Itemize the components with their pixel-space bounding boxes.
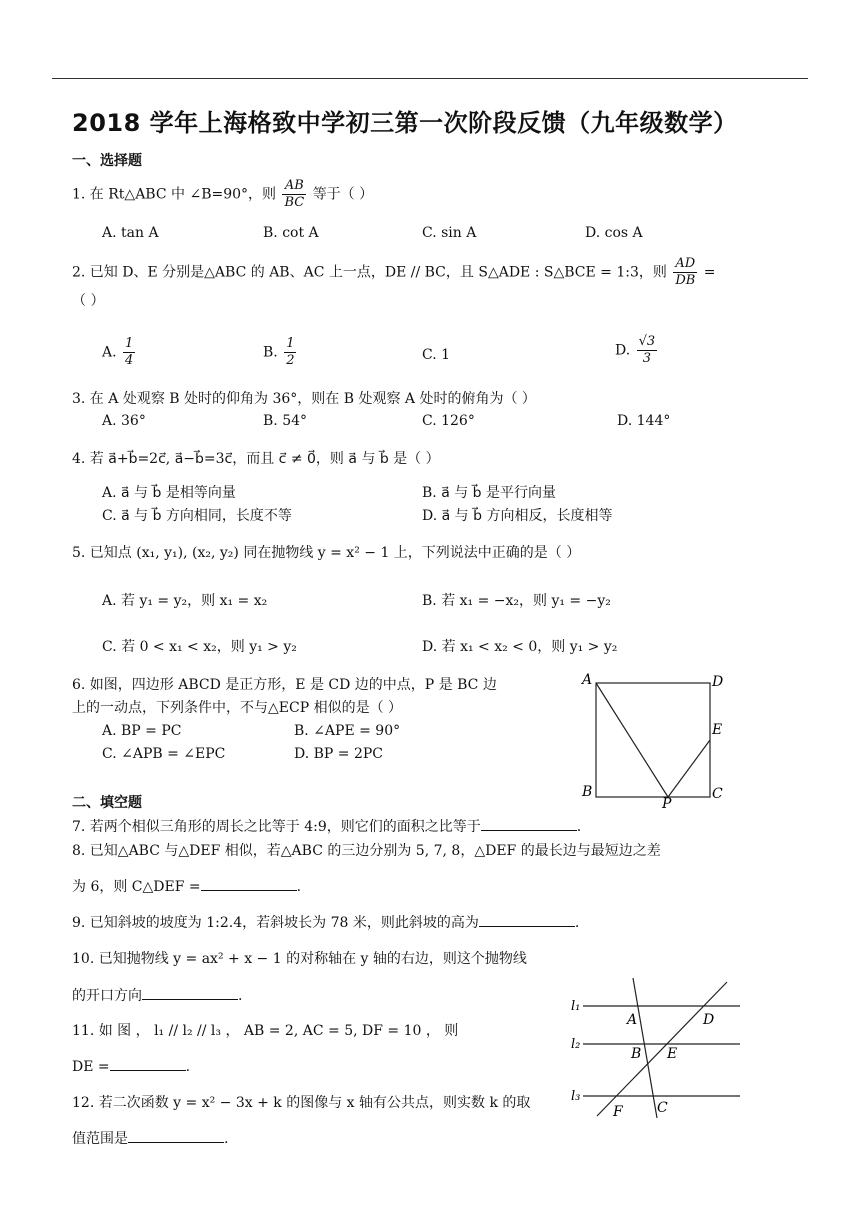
label-l3: l₃ — [571, 1089, 581, 1104]
q6-option-d: D. BP = 2PC — [294, 746, 384, 762]
q1-text: 1. 在 Rt△ABC 中 ∠B=90°，则 — [72, 186, 277, 203]
question-8-line1: 8. 已知△ABC 与△DEF 相似，若△ABC 的三边分别为 5, 7, 8，△DEF 的最长边与最短边之差 — [72, 843, 661, 859]
q2-option-a-den: 4 — [125, 353, 134, 368]
q4-option-d: D. a⃗ 与 b⃗ 方向相反，长度相等 — [422, 508, 613, 524]
square-outline — [596, 683, 710, 797]
q10-text: 的开口方向 — [72, 988, 142, 1004]
q2-option-a-num: 1 — [125, 336, 134, 351]
label-c: C — [657, 1100, 668, 1116]
q6-option-a: A. BP = PC — [102, 723, 182, 739]
q10-answer-blank[interactable] — [142, 985, 238, 1000]
question-5: 5. 已知点 (x₁, y₁), (x₂, y₂) 同在抛物线 y = x² − 1 上，下列说法中正确的是（ ） — [72, 545, 581, 561]
question-4: 4. 若 a⃗+b⃗=2c⃗, a⃗−b⃗=3c⃗，而且 c⃗ ≠ 0⃗，则 a⃗ 与 b⃗ 是（ ） — [72, 451, 440, 467]
q2-option-d — [615, 334, 659, 367]
q1-option-b: B. cot A — [263, 225, 319, 241]
q11-answer-blank[interactable] — [110, 1056, 186, 1071]
question-1 — [72, 178, 373, 211]
q1-option-c: C. sin A — [422, 225, 477, 241]
square-abcd-figure — [578, 668, 728, 808]
q7-end: . — [576, 819, 582, 835]
q11-text: DE = — [72, 1059, 110, 1075]
question-3: 3. 在 A 处观察 B 处时的仰角为 36°，则在 B 处观察 A 处时的俯角为（ ） — [72, 391, 536, 407]
q4-option-a: A. a⃗ 与 b⃗ 是相等向量 — [102, 485, 236, 501]
question-12-line2 — [72, 1128, 228, 1148]
question-8-line2 — [72, 876, 301, 896]
q2-paren: （ ） — [72, 293, 105, 309]
q2-option-d-label: D. — [615, 342, 631, 359]
q3-option-c: C. 126° — [422, 413, 475, 429]
q2-option-a-frac — [123, 336, 135, 369]
q1-frac-den: BC — [284, 195, 305, 210]
q9-text: 9. 已知斜坡的坡度为 1:2.4，若斜坡长为 78 米，则此斜坡的高为 — [72, 915, 479, 931]
q1-tail: 等于（ ） — [312, 186, 374, 203]
q2-option-b-den: 2 — [286, 353, 295, 368]
label-l1: l₁ — [571, 999, 581, 1014]
label-d: D — [712, 674, 724, 690]
q5-option-c: C. 若 0 < x₁ < x₂，则 y₁ > y₂ — [102, 639, 297, 655]
label-d: D — [703, 1012, 715, 1028]
question-12-line1: 12. 若二次函数 y = x² − 3x + k 的图像与 x 轴有公共点，则实数 k 的取 — [72, 1095, 531, 1111]
q6-option-c: C. ∠APB = ∠EPC — [102, 746, 226, 762]
q1-fraction — [282, 178, 306, 211]
segment-ap — [596, 683, 668, 797]
q7-answer-blank[interactable] — [481, 816, 577, 831]
q12-text: 值范围是 — [72, 1131, 128, 1147]
q12-end: . — [224, 1131, 229, 1147]
q3-option-a: A. 36° — [102, 413, 146, 429]
label-b: B — [631, 1046, 642, 1062]
q2-frac-num: AD — [673, 256, 697, 273]
label-c: C — [712, 786, 723, 802]
q12-answer-blank[interactable] — [128, 1128, 224, 1143]
q4-option-c: C. a⃗ 与 b⃗ 方向相同，长度不等 — [102, 508, 292, 524]
label-a: A — [582, 672, 593, 688]
q8-end: . — [296, 879, 302, 895]
q1-frac-num: AB — [282, 178, 306, 195]
q2-option-d-den: 3 — [642, 351, 652, 366]
label-e: E — [667, 1046, 678, 1062]
question-11-line1: 11. 如 图 ， l₁ // l₂ // l₃ ， AB = 2, AC = 5, DF = 10 ， 则 — [72, 1023, 459, 1039]
section-fill: 二、填空题 — [72, 795, 142, 811]
section-choice: 一、选择题 — [72, 153, 142, 169]
q2-tail: = — [703, 264, 716, 281]
q8-answer-blank[interactable] — [201, 876, 297, 891]
q2-option-d-frac — [637, 334, 658, 367]
q8-text: 为 6，则 C△DEF = — [72, 879, 201, 895]
segment-pe — [668, 740, 710, 797]
q2-fraction — [673, 256, 697, 289]
q7-text: 7. 若两个相似三角形的周长之比等于 4:9，则它们的面积之比等于 — [72, 819, 481, 835]
q2-option-b-label: B. — [263, 344, 278, 361]
q2-option-b — [263, 336, 298, 369]
question-7 — [72, 816, 581, 836]
header-rule — [52, 78, 808, 79]
label-a: A — [627, 1012, 638, 1028]
label-l2: l₂ — [571, 1037, 581, 1052]
q2-text: 2. 已知 D、E 分别是△ABC 的 AB、AC 上一点，DE // BC，且 S△ADE : S△BCE = 1:3，则 — [72, 264, 667, 281]
q9-answer-blank[interactable] — [479, 912, 575, 927]
question-2 — [72, 256, 716, 289]
label-b: B — [582, 784, 593, 800]
q10-end: . — [238, 988, 243, 1004]
q2-option-b-num: 1 — [286, 336, 295, 351]
q5-option-d: D. 若 x₁ < x₂ < 0，则 y₁ > y₂ — [422, 639, 618, 655]
page-title: 2018 学年上海格致中学初三第一次阶段反馈（九年级数学） — [72, 109, 738, 137]
q11-end: . — [185, 1059, 191, 1075]
question-6-line1: 6. 如图，四边形 ABCD 是正方形，E 是 CD 边的中点，P 是 BC 边 — [72, 677, 497, 693]
question-6-line2: 上的一动点，下列条件中，不与△ECP 相似的是（ ） — [72, 700, 403, 716]
label-p: P — [662, 796, 672, 808]
parallel-lines-figure — [565, 972, 750, 1122]
q4-option-b: B. a⃗ 与 b⃗ 是平行向量 — [422, 485, 557, 501]
question-10-line2 — [72, 985, 242, 1005]
label-e: E — [712, 722, 723, 738]
label-f: F — [613, 1104, 623, 1120]
q2-option-d-num: √3 — [638, 334, 656, 349]
q3-option-d: D. 144° — [617, 413, 671, 429]
q1-option-d: D. cos A — [585, 225, 643, 241]
q2-option-b-frac — [284, 336, 296, 369]
q1-option-a: A. tan A — [102, 225, 159, 241]
q2-option-a-label: A. — [102, 344, 117, 361]
q6-option-b: B. ∠APE = 90° — [294, 723, 401, 739]
q5-option-b: B. 若 x₁ = −x₂，则 y₁ = −y₂ — [422, 593, 611, 609]
q2-option-c: C. 1 — [422, 347, 451, 363]
q5-option-a: A. 若 y₁ = y₂，则 x₁ = x₂ — [102, 593, 268, 609]
question-11-line2 — [72, 1056, 190, 1076]
question-9 — [72, 912, 579, 932]
q2-option-a — [102, 336, 137, 369]
q3-option-b: B. 54° — [263, 413, 308, 429]
q9-end: . — [574, 915, 580, 931]
q2-frac-den: DB — [675, 273, 696, 288]
question-10-line1: 10. 已知抛物线 y = ax² + x − 1 的对称轴在 y 轴的右边，则这个抛物线 — [72, 951, 527, 967]
